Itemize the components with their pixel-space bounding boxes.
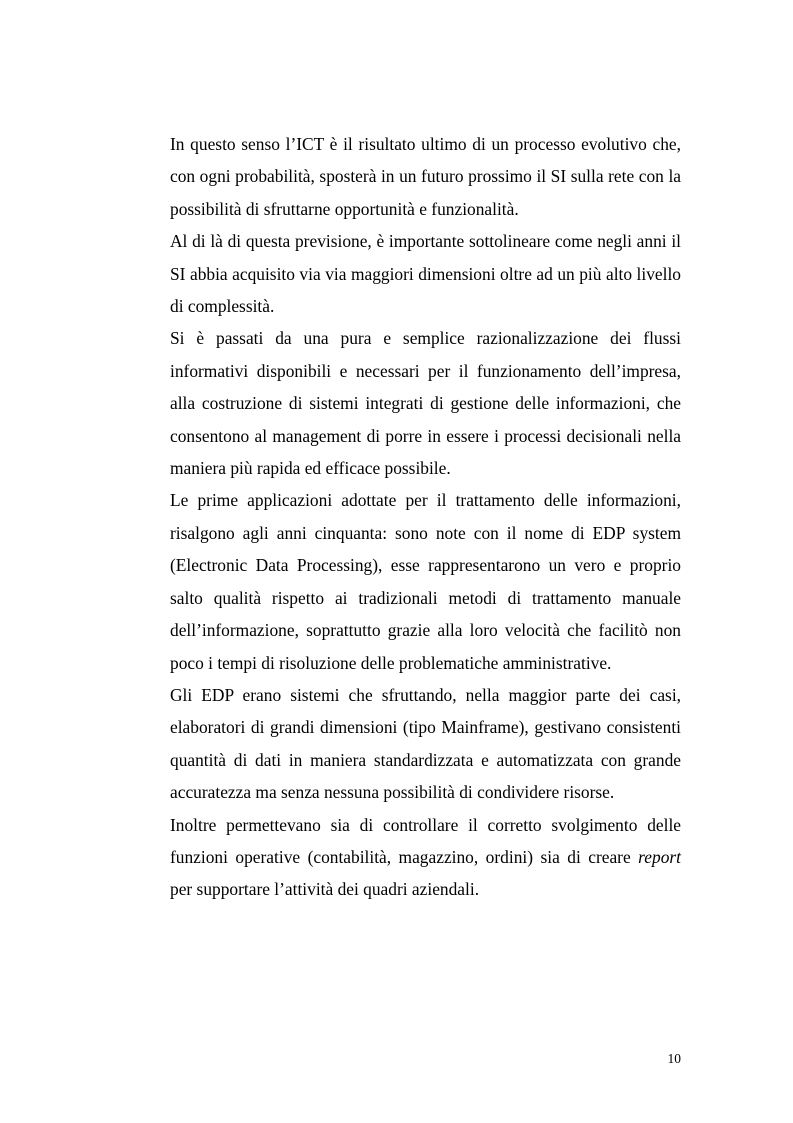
paragraph [170,809,681,906]
paragraph: Gli EDP erano sistemi che sfruttando, nella maggior parte dei casi, elaboratori di grandi dimensioni (tipo Mainframe), gestivano consistenti quantità di dati in maniera standardizzata e automatizzata con grande accuratezza ma senza nessuna possibilità di condividere risorse. [170,684,681,803]
italic-term: report [638,846,681,867]
paragraph: In questo senso l’ICT è il risultato ultimo di un processo evolutivo che, con ogni probabilità, sposterà in un futuro prossimo il SI sulla rete con la possibilità di sfruttarne opportunità e funzionalità. [170,134,681,219]
paragraph: Si è passati da una pura e semplice razionalizzazione dei flussi informativi disponibili e necessari per il funzionamento dell’impresa, alla costruzione di sistemi integrati di gestione delle informazioni, che consentono al management di porre in essere i processi decisionali nella maniera più rapida ed efficace possibile. [170,328,681,479]
paragraph-text: per supportare l’attività dei quadri aziendali. [170,879,480,900]
paragraph: Al di là di questa previsione, è importante sottolineare come negli anni il SI abbia acquisito via via maggiori dimensioni oltre ad un più alto livello di complessità. [170,231,681,317]
page-number: 10 [667,1051,681,1066]
page-body [170,128,681,906]
paragraph-text: Inoltre permettevano sia di controllare il corretto svolgimento delle funzioni operative (contabilità, magazzino, ordini) sia di creare [170,814,681,867]
paragraph: Le prime applicazioni adottate per il trattamento delle informazioni, risalgono agli anni cinquanta: sono note con il nome di EDP system (Electronic Data Processing), esse rappresentarono un vero e proprio salto qualità rispetto ai tradizionali metodi di trattamento manuale dell’informazione, soprattutto grazie alla loro velocità che facilitò non poco i tempi di risoluzione delle problematiche amministrative. [170,490,681,673]
